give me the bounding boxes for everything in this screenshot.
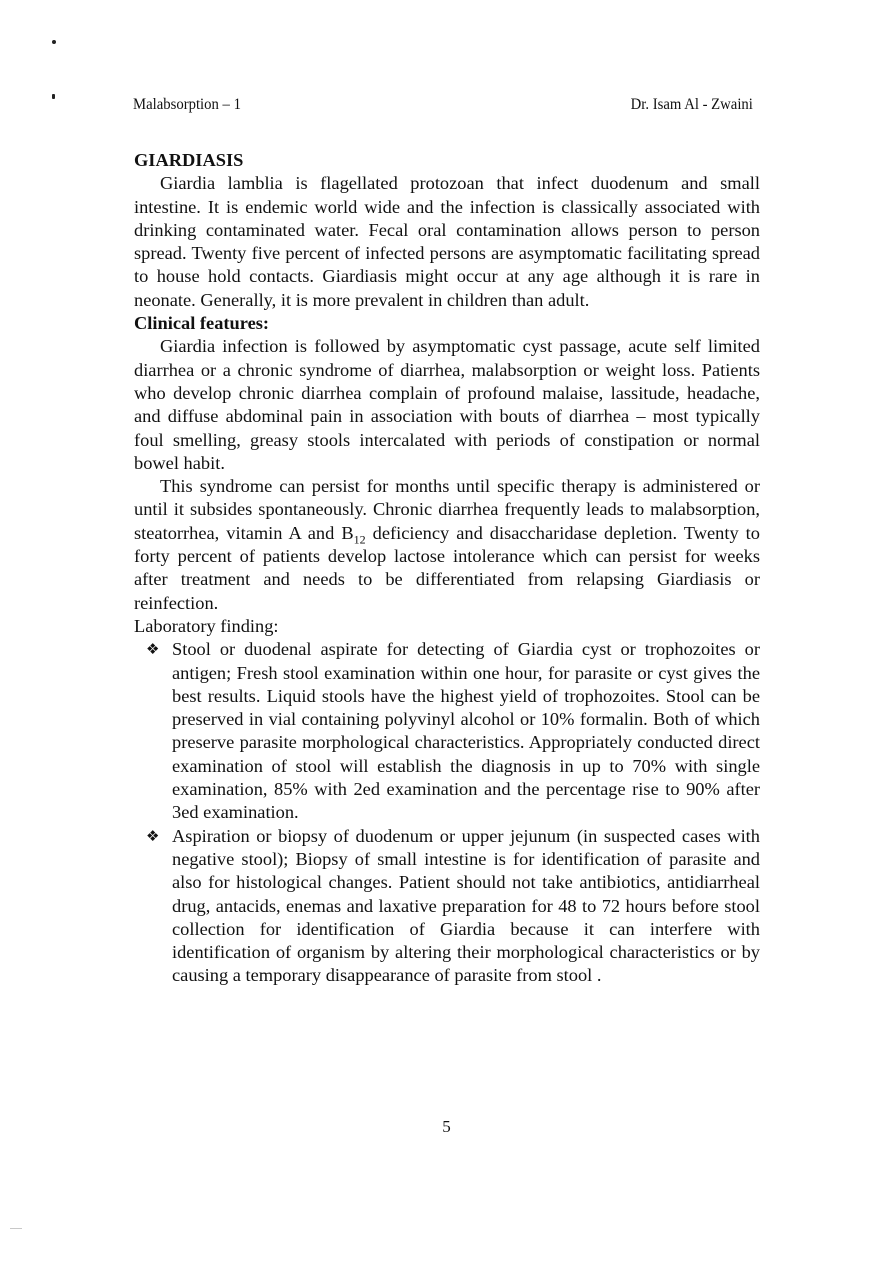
diamond-bullet-icon: ❖ [146,640,160,659]
lab-finding-biopsy: Aspiration or biopsy of duodenum or upper jejunum (in suspected cases with negative stool); Biopsy of small intestine is for identification of parasite and also for histological changes. Patient should not take antibiotics, antidiarrheal drug, antacids, enemas and laxative preparation for 48 to 72 hours before stool collection for identification of Giardia because it can interfere with identification of organism by altering their morphological characteristics or by causing a temporary disappearance of parasite from stool . [172,825,760,986]
clinical-features-heading: Clinical features: [134,313,270,334]
page-number: 5 [442,1117,451,1136]
diamond-bullet-icon: ❖ [146,826,160,845]
laboratory-finding-heading: Laboratory finding: [134,615,279,636]
lab-finding-stool: Stool or duodenal aspirate for detecting of Giardia cyst or trophozoites or antigen; Fresh stool examination within one hour, for parasite or cyst gives the best results. Liquid stools have the highest yield of trophozoites. Stool can be preserved in vial containing polyvinyl alcohol or 10% formalin. Both of which preserve parasite morphological characteristics. Appropriately conducted direct examination of stool will establish the diagnosis in up to 70% with single examination, 85% with 2ed examination and the percentage rise to 90% after 3ed examination. [172,639,760,823]
scan-speck [52,40,56,44]
list-item [134,825,760,988]
laboratory-findings-list [134,638,760,987]
header-course-title: Malabsorption – 1 [133,96,241,113]
clinical-paragraph-2 [134,475,760,615]
clinical-paragraph-2-part-a: This syndrome can persist for months until specific therapy is administered or until it subsides spontaneously. Chronic diarrhea frequently leads to malabsorption, steatorrhea, vitamin A and B [134,476,760,543]
list-item [134,638,760,824]
scan-mark [10,1228,22,1229]
vitamin-b12-subscript: 12 [353,532,366,547]
document-body [134,149,760,988]
clinical-paragraph-1: Giardia infection is followed by asymptomatic cyst passage, acute self limited diarrhea or a chronic syndrome of diarrhea, malabsorption or weight loss. Patients who develop chronic diarrhea complain of profound malaise, lassitude, headache, and diffuse abdominal pain in association with bouts of diarrhea – most typically foul smelling, greasy stools intercalated with periods of constipation or normal bowel habit. [134,336,760,473]
clinical-paragraph-2-part-b: deficiency and disaccharidase depletion. Twenty to forty percent of patients develop lactose intolerance which can persist for weeks after treatment and needs to be differentiated from relapsing Giardiasis or reinfection. [134,522,760,613]
page-header [133,96,753,118]
giardiasis-heading: GIARDIASIS [134,150,244,170]
scan-speck [52,94,55,99]
intro-paragraph: Giardia lamblia is flagellated protozoan that infect duodenum and small intestine. It is endemic world wide and the infection is classically associated with drinking contaminated water. Fecal oral contamination allows person to person spread. Twenty five percent of infected persons are asymptomatic facilitating spread to house hold contacts. Giardiasis might occur at any age although it is rare in neonate. Generally, it is more prevalent in children than adult. [134,173,760,310]
header-author: Dr. Isam Al - Zwaini [630,96,753,113]
